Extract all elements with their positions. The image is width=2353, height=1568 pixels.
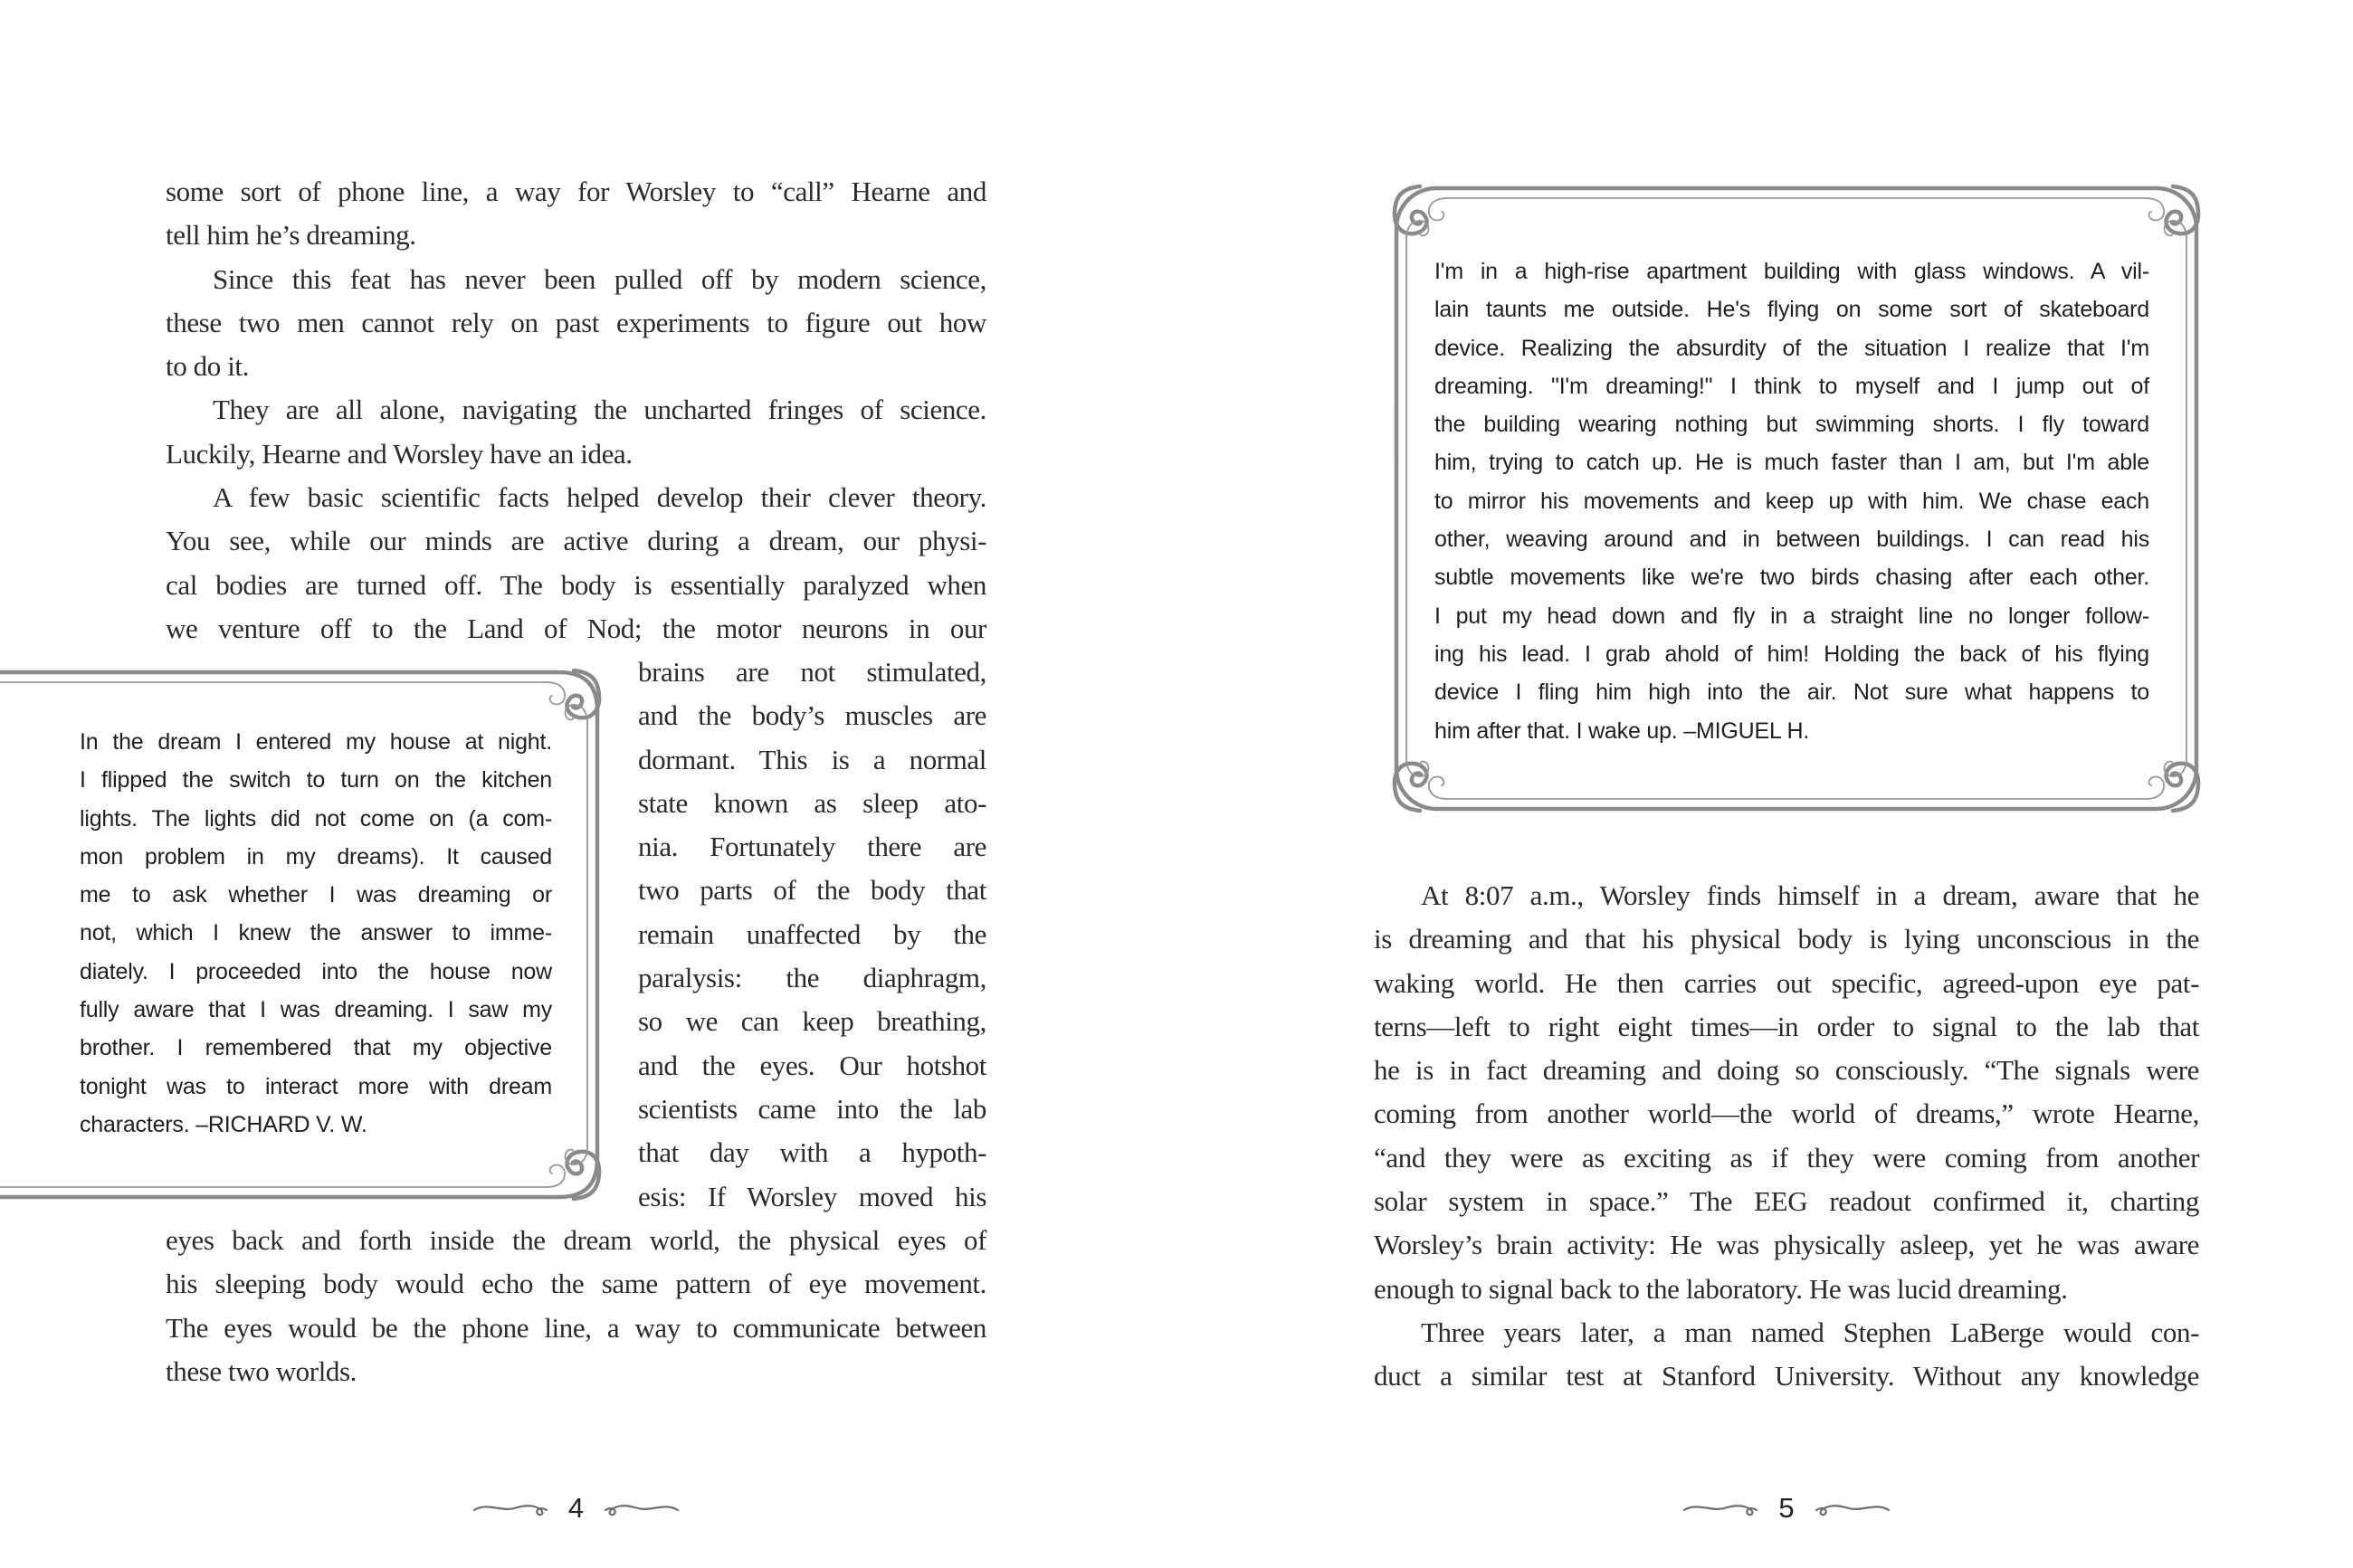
- text-line: to do it.: [166, 350, 249, 383]
- text-line: device. Realizing the absurdity of the situation I realize that I'm: [1434, 335, 2149, 361]
- text-line: In the dream I entered my house at night.: [80, 729, 552, 755]
- text-line: Three years later, a man named Stephen LaBerge would con-: [1421, 1316, 2199, 1348]
- scroll-corner-icon: [2146, 186, 2198, 239]
- text-line: You see, while our minds are active during a dream, our physi-: [166, 525, 986, 557]
- text-line: these two men cannot rely on past experiments to figure out how: [166, 306, 986, 338]
- text-line: A few basic scientific facts helped develop their clever theory.: [213, 481, 986, 514]
- text-line: eyes back and forth inside the dream world, the physical eyes of: [166, 1224, 986, 1256]
- text-line: two parts of the body that: [638, 874, 986, 907]
- text-line: and the eyes. Our hotshot: [638, 1049, 986, 1081]
- text-line: remain unaffected by the: [638, 917, 986, 950]
- body-text-column: [638, 651, 986, 1219]
- text-line: dormant. This is a normal: [638, 743, 986, 775]
- text-line: Luckily, Hearne and Worsley have an idea.: [166, 437, 633, 470]
- text-line: duct a similar test at Stanford University. Without any knowledge: [1374, 1360, 2199, 1392]
- text-line: he is in fact dreaming and doing so consciously. “The signals were: [1374, 1054, 2199, 1087]
- scroll-corner-icon: [1395, 758, 1447, 811]
- text-line: Since this feat has never been pulled off by modern science,: [213, 262, 986, 295]
- text-line: not, which I knew the answer to imme-: [80, 920, 552, 946]
- text-line: ing his lead. I grab ahold of him! Holding the back of his flying: [1434, 641, 2149, 667]
- text-line: some sort of phone line, a way for Worsley to “call” Hearne and: [166, 176, 986, 207]
- text-line: solar system in space.” The EEG readout confirmed it, charting: [1374, 1185, 2199, 1218]
- page-number: 4: [567, 1492, 585, 1524]
- text-line: They are all alone, navigating the uncharted fringes of science.: [213, 394, 986, 426]
- text-line: dreaming. "I'm dreaming!" I think to myself and I jump out of: [1434, 373, 2149, 399]
- text-line: fully aware that I was dreaming. I saw my: [80, 997, 552, 1023]
- footer-flourish-icon: [604, 1498, 680, 1518]
- text-line: device I fling him high into the air. Not sure what happens to: [1434, 679, 2149, 706]
- page-footer: [1374, 1488, 2199, 1528]
- scroll-corner-icon: [2146, 758, 2198, 811]
- text-line: subtle movements like we're two birds chasing after each other.: [1434, 565, 2149, 591]
- text-line: these two worlds.: [166, 1354, 357, 1387]
- text-line: Worsley’s brain activity: He was physically asleep, yet he was aware: [1374, 1229, 2199, 1261]
- text-line: enough to signal back to the laboratory. He was lucid dreaming.: [1374, 1272, 2068, 1305]
- text-line: other, weaving around and in between buildings. I can read his: [1434, 527, 2149, 553]
- text-line: tonight was to interact more with dream: [80, 1073, 552, 1099]
- footer-flourish-icon: [1815, 1498, 1891, 1518]
- text-line: lights. The lights did not come on (a com-: [80, 805, 552, 832]
- page-number: 5: [1778, 1492, 1795, 1524]
- text-line: esis: If Worsley moved his: [638, 1180, 986, 1212]
- footer-flourish-icon: [472, 1498, 548, 1518]
- text-line: is dreaming and that his physical body is lying unconscious in the: [1374, 923, 2199, 955]
- text-line: characters. –RICHARD V. W.: [80, 1111, 367, 1137]
- text-line: me to ask whether I was dreaming or: [80, 882, 552, 908]
- scroll-corner-icon: [547, 1146, 599, 1199]
- text-line: we venture off to the Land of Nod; the motor neurons in our: [166, 612, 986, 644]
- text-line: brother. I remembered that my objective: [80, 1035, 552, 1061]
- scroll-corner-icon: [1395, 186, 1447, 239]
- text-line: the building wearing nothing but swimming shorts. I fly toward: [1434, 412, 2149, 438]
- text-line: scientists came into the lab: [638, 1092, 986, 1125]
- text-line: “and they were as exciting as if they were coming from another: [1374, 1141, 2199, 1174]
- dream-box-text: [80, 723, 552, 1144]
- page-right: [1176, 0, 2353, 1568]
- text-line: coming from another world—the world of dreams,” wrote Hearne,: [1374, 1098, 2199, 1130]
- footer-flourish-icon: [1682, 1498, 1758, 1518]
- body-text-top: [166, 170, 986, 651]
- text-line: At 8:07 a.m., Worsley finds himself in a dream, aware that he: [1421, 879, 2199, 911]
- body-text: [1374, 874, 2199, 1399]
- text-line: The eyes would be the phone line, a way to communicate between: [166, 1311, 986, 1344]
- text-line: I flipped the switch to turn on the kitchen: [80, 767, 552, 794]
- body-text-bottom: [166, 1219, 986, 1393]
- text-line: diately. I proceeded into the house now: [80, 958, 552, 984]
- text-line: mon problem in my dreams). It caused: [80, 843, 552, 870]
- text-line: tell him he’s dreaming.: [166, 219, 416, 252]
- text-line: and the body’s muscles are: [638, 699, 986, 732]
- text-line: state known as sleep ato-: [638, 786, 986, 819]
- text-line: paralysis: the diaphragm,: [638, 962, 986, 994]
- text-line: him after that. I wake up. –MIGUEL H.: [1434, 717, 1810, 744]
- text-line: his sleeping body would echo the same pattern of eye movement.: [166, 1268, 986, 1300]
- text-line: cal bodies are turned off. The body is essentially paralyzed when: [166, 568, 986, 601]
- text-line: him, trying to catch up. He is much faster than I am, but I'm able: [1434, 450, 2149, 476]
- text-line: I'm in a high-rise apartment building with glass windows. A vil-: [1434, 259, 2149, 284]
- text-line: lain taunts me outside. He's flying on some sort of skateboard: [1434, 297, 2149, 323]
- text-line: to mirror his movements and keep up with him. We chase each: [1434, 488, 2149, 514]
- text-line: I put my head down and fly in a straight line no longer follow-: [1434, 603, 2149, 629]
- page-left: [0, 0, 1176, 1568]
- text-line: nia. Fortunately there are: [638, 831, 986, 863]
- scroll-corner-icon: [547, 670, 599, 723]
- dream-box-text: [1434, 252, 2149, 750]
- text-line: terns—left to right eight times—in order to signal to the lab that: [1374, 1010, 2199, 1042]
- page-footer: [166, 1488, 986, 1528]
- text-line: brains are not stimulated,: [638, 656, 986, 688]
- text-line: that day with a hypoth-: [638, 1136, 986, 1169]
- text-line: waking world. He then carries out specific, agreed-upon eye pat-: [1374, 966, 2199, 999]
- text-line: so we can keep breathing,: [638, 1005, 986, 1038]
